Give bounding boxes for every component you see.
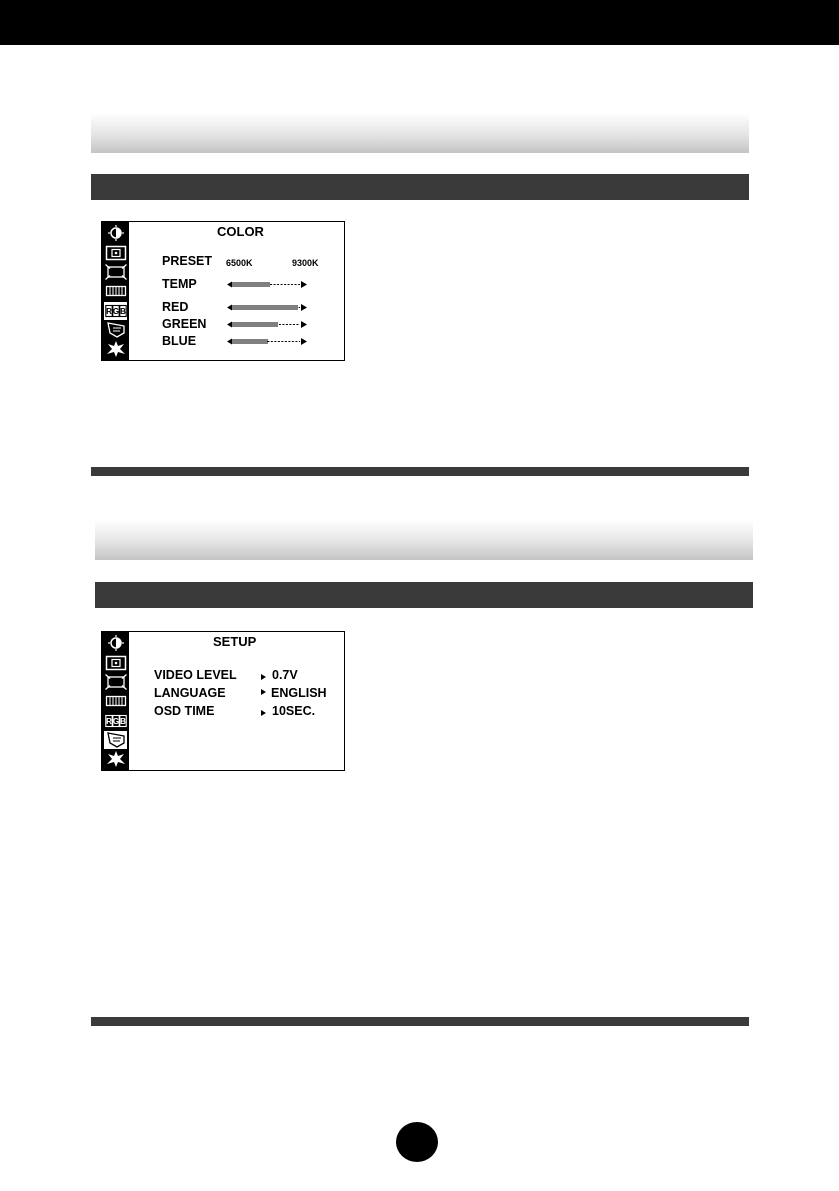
rgb-icon[interactable] xyxy=(104,302,127,320)
preset-option-6500k[interactable]: 6500K xyxy=(226,258,253,268)
color-menu-title: COLOR xyxy=(217,224,264,239)
blue-slider[interactable] xyxy=(227,337,307,346)
setup-menu-title: SETUP xyxy=(213,634,257,649)
position-icon[interactable] xyxy=(104,244,127,262)
osd-time-label: OSD TIME xyxy=(154,704,215,718)
red-label: RED xyxy=(162,300,189,314)
color-osd-menu xyxy=(101,221,345,361)
language-value[interactable]: ENGLISH xyxy=(271,686,327,700)
header-bar xyxy=(0,0,839,45)
special-icon[interactable] xyxy=(104,750,127,768)
green-slider[interactable] xyxy=(227,320,307,329)
subsection-band xyxy=(95,582,753,608)
language-arrow-icon xyxy=(261,689,266,695)
svg-text:R: R xyxy=(105,307,112,316)
setup-icon[interactable] xyxy=(104,731,127,749)
preset-option-9300k[interactable]: 9300K xyxy=(292,258,319,268)
osd-icon-sidebar xyxy=(102,222,129,360)
section-divider xyxy=(91,1017,749,1026)
blue-label: BLUE xyxy=(162,334,197,348)
page-number-marker xyxy=(396,1122,438,1162)
tracking-icon[interactable] xyxy=(104,692,127,710)
osd-icon-sidebar xyxy=(102,632,129,770)
language-label: LANGUAGE xyxy=(154,686,226,700)
temp-slider[interactable] xyxy=(227,280,307,289)
svg-text:B: B xyxy=(119,717,126,726)
svg-text:G: G xyxy=(112,307,119,316)
temp-label: TEMP xyxy=(162,277,197,291)
rgb-icon[interactable] xyxy=(104,712,127,730)
size-icon[interactable] xyxy=(104,263,127,281)
video-level-arrow-icon xyxy=(261,674,266,680)
red-slider[interactable] xyxy=(227,303,307,312)
subsection-band xyxy=(91,174,749,200)
section-heading-band xyxy=(95,520,753,560)
video-level-label: VIDEO LEVEL xyxy=(154,668,237,682)
size-icon[interactable] xyxy=(104,673,127,691)
position-icon[interactable] xyxy=(104,654,127,672)
section-heading-band xyxy=(91,113,749,153)
tracking-icon[interactable] xyxy=(104,282,127,300)
brightness-contrast-icon[interactable] xyxy=(104,634,127,652)
video-level-value[interactable]: 0.7V xyxy=(272,668,298,682)
special-icon[interactable] xyxy=(104,340,127,358)
setup-icon[interactable] xyxy=(104,321,127,339)
osd-time-arrow-icon xyxy=(261,710,266,716)
section-divider xyxy=(91,467,749,476)
svg-text:B: B xyxy=(119,307,126,316)
svg-text:G: G xyxy=(112,717,119,726)
green-label: GREEN xyxy=(162,317,207,331)
osd-time-value[interactable]: 10SEC. xyxy=(272,704,316,718)
preset-label: PRESET xyxy=(162,254,213,268)
brightness-contrast-icon[interactable] xyxy=(104,224,127,242)
setup-osd-menu xyxy=(101,631,345,771)
svg-text:R: R xyxy=(105,717,112,726)
